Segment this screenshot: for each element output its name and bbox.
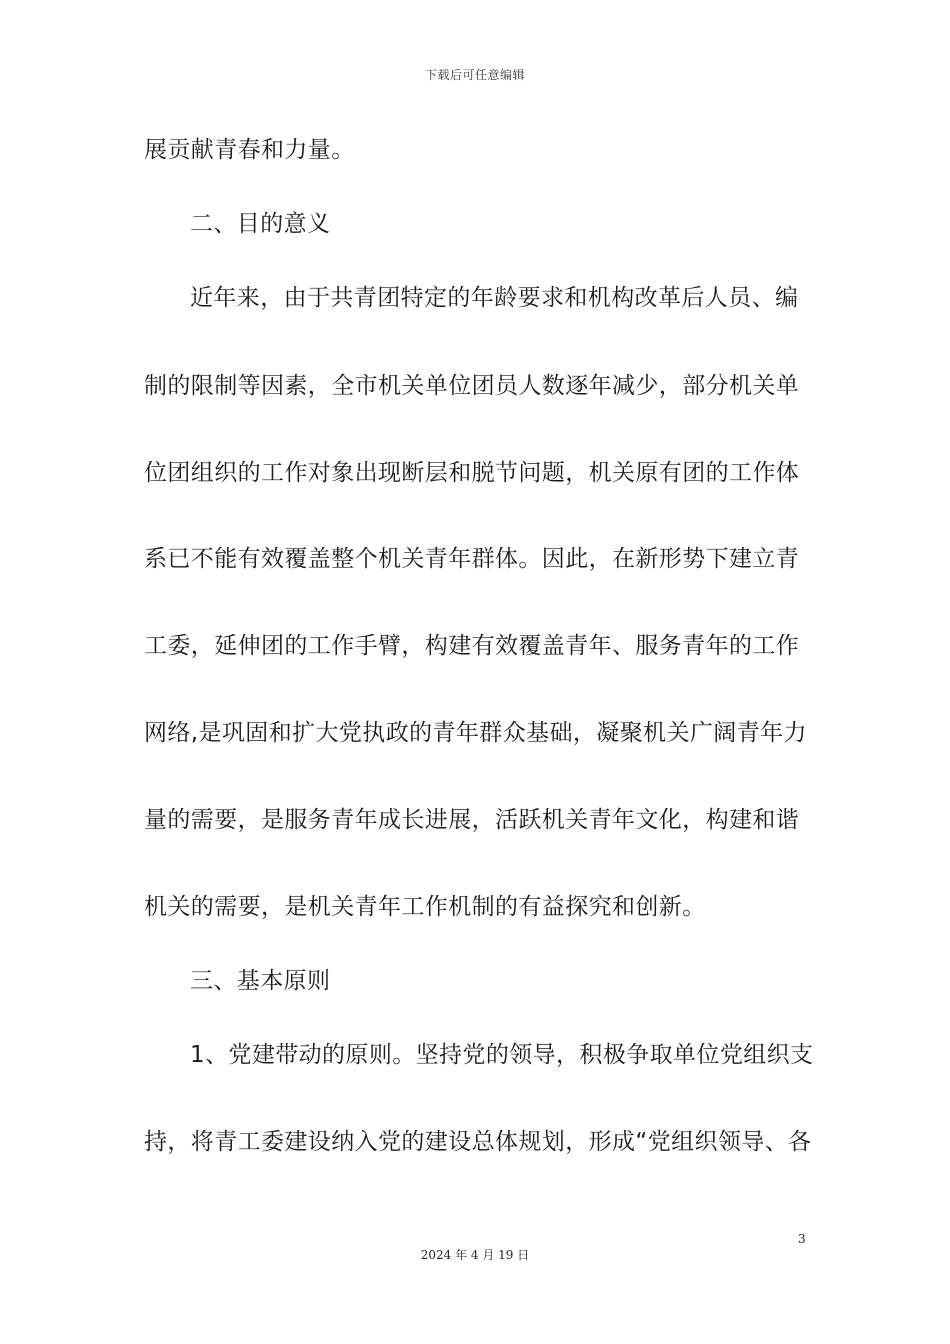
paragraph-line: 展贡献青春和力量。 (144, 137, 355, 163)
section-heading: 三、基本原则 (190, 968, 331, 994)
paragraph-line: 近年来，由于共青团特定的年龄要求和机构改革后人员、编 (190, 285, 799, 311)
page-number: 3 (798, 1232, 806, 1246)
section-heading: 二、目的意义 (190, 211, 331, 237)
paragraph-line: 持，将青工委建设纳入党的建设总体规划，形成“党组织领导、各 (144, 1129, 812, 1155)
paragraph-line: 系已不能有效覆盖整个机关青年群体。因此，在新形势下建立青 (144, 546, 800, 572)
page-header: 下载后可任意编辑 (424, 68, 525, 82)
paragraph-line: 1、党建带动的原则。坚持党的领导，积极争取单位党组织支 (190, 1042, 814, 1068)
paragraph-line: 位团组织的工作对象出现断层和脱节问题，机关原有团的工作体 (144, 460, 800, 486)
paragraph-line: 机关的需要，是机关青年工作机制的有益探究和创新。 (144, 894, 706, 920)
paragraph-line: 网络,是巩固和扩大党执政的青年群众基础，凝聚机关广阔青年力 (144, 720, 807, 746)
footer-date: 2024 年 4 月 19 日 (420, 1248, 530, 1262)
paragraph-line: 工委，延伸团的工作手臂，构建有效覆盖青年、服务青年的工作 (144, 633, 800, 659)
paragraph-line: 量的需要，是服务青年成长进展，活跃机关青年文化，构建和谐 (144, 807, 800, 833)
paragraph-line: 制的限制等因素，全市机关单位团员人数逐年减少，部分机关单 (144, 373, 800, 399)
